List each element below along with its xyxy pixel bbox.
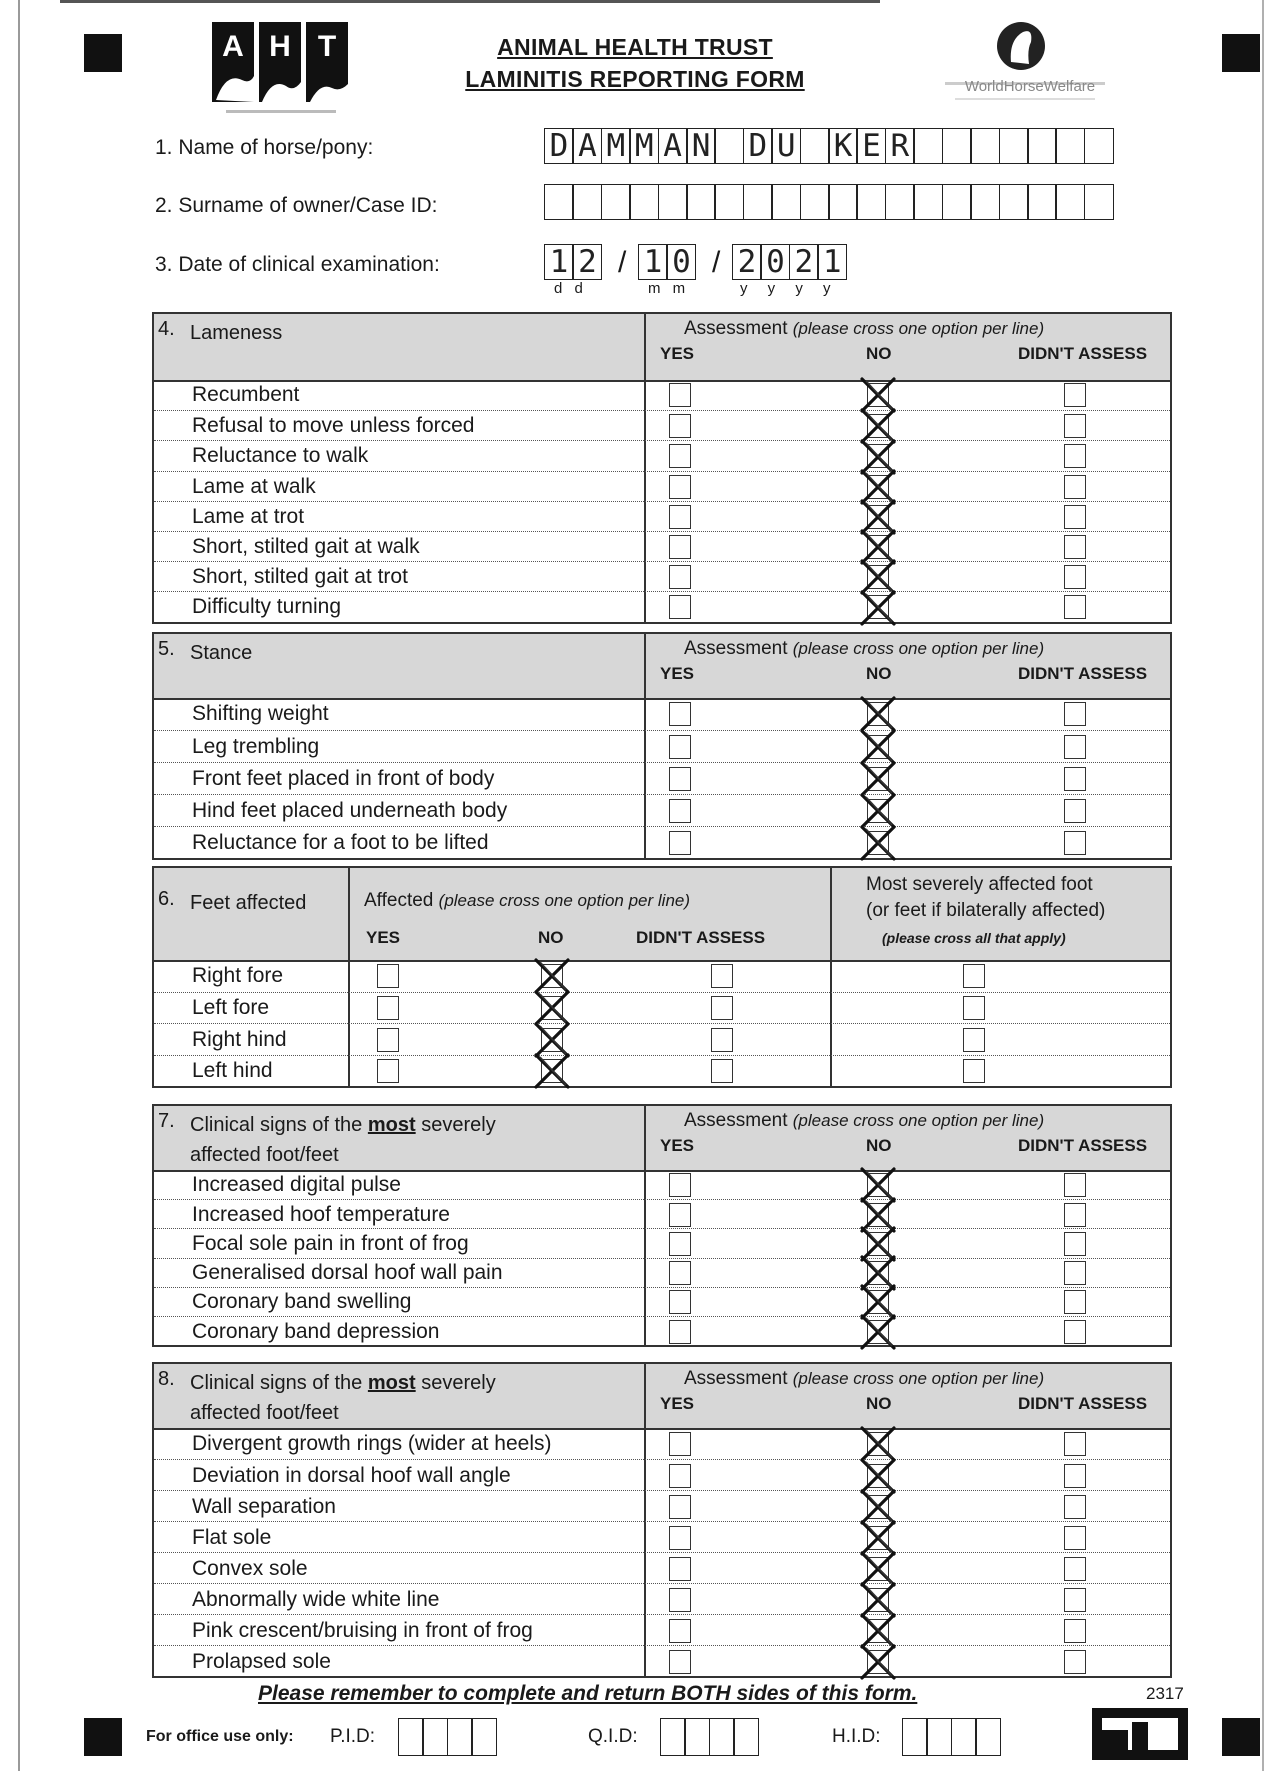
affected-instruction: (please cross one option per line) xyxy=(438,891,691,910)
assessment-row xyxy=(154,471,1170,502)
checkbox-yes[interactable] xyxy=(377,964,399,988)
assessment-instruction: (please cross one option per line) xyxy=(792,319,1045,338)
checkbox-didnt[interactable] xyxy=(1064,475,1086,499)
checkbox-yes[interactable] xyxy=(669,1464,691,1488)
checkbox-didnt[interactable] xyxy=(1064,1290,1086,1314)
horse-name-field[interactable] xyxy=(544,128,1112,166)
row-label: Convex sole xyxy=(192,1556,308,1580)
checkbox-didnt[interactable] xyxy=(1064,444,1086,468)
checkbox-didnt[interactable] xyxy=(1064,799,1086,823)
assessment-row xyxy=(154,1287,1170,1317)
owner-surname-label: 2. Surname of owner/Case ID: xyxy=(155,194,438,217)
row-label: Lame at walk xyxy=(192,474,316,498)
checkbox-yes[interactable] xyxy=(377,1028,399,1052)
char-cell[interactable] xyxy=(1084,184,1114,220)
form-title-line2: LAMINITIS REPORTING FORM xyxy=(465,66,805,92)
col-didnt: DIDN'T ASSESS xyxy=(636,928,766,947)
assessment-prefix: Assessment xyxy=(684,1368,793,1389)
assessment-row xyxy=(154,826,1170,859)
title-emphasis: most xyxy=(367,1372,416,1394)
row-label: Prolapsed sole xyxy=(192,1649,331,1673)
char-cell[interactable] xyxy=(714,128,744,164)
row-label: Difficulty turning xyxy=(192,595,342,619)
date-hint-year: y y y y xyxy=(740,280,839,297)
col-no: NO xyxy=(866,344,892,363)
checkbox-didnt[interactable] xyxy=(1064,767,1086,791)
section-header xyxy=(154,314,1170,382)
char-cell[interactable] xyxy=(970,184,1000,220)
title-part: Clinical signs of the xyxy=(190,1114,368,1136)
exam-date-label: 3. Date of clinical examination: xyxy=(155,253,440,276)
assessment-label xyxy=(684,638,1044,660)
checkbox-didnt[interactable] xyxy=(1064,565,1086,589)
checkbox-yes[interactable] xyxy=(669,444,691,468)
checkbox-didnt[interactable] xyxy=(1064,831,1086,855)
checkbox-yes[interactable] xyxy=(669,1203,691,1227)
section-feet xyxy=(152,866,1172,1088)
checkbox-didnt[interactable] xyxy=(1064,1619,1086,1643)
top-edge-line xyxy=(60,0,880,3)
row-label: Right hind xyxy=(192,1027,287,1051)
section-number: 4. xyxy=(158,318,175,340)
char-cell[interactable] xyxy=(999,128,1029,164)
char-cell[interactable] xyxy=(800,128,830,164)
feet-row xyxy=(154,992,1170,1025)
char-cell[interactable] xyxy=(686,184,716,220)
checkbox-yes[interactable] xyxy=(669,735,691,759)
checkbox-yes[interactable] xyxy=(669,1650,691,1674)
row-label: Flat sole xyxy=(192,1525,272,1549)
checkbox-didnt[interactable] xyxy=(1064,1588,1086,1612)
date-hint-month: m m xyxy=(648,280,690,297)
row-label: Leg trembling xyxy=(192,735,320,758)
horse-name-label: 1. Name of horse/pony: xyxy=(155,136,374,159)
char-cell[interactable]: U xyxy=(771,128,801,164)
section-header xyxy=(154,634,1170,700)
row-label: Reluctance to walk xyxy=(192,444,369,468)
assessment-row xyxy=(154,1614,1170,1646)
checkbox-didnt[interactable] xyxy=(1064,414,1086,438)
assessment-row xyxy=(154,380,1170,410)
row-label: Hind feet placed underneath body xyxy=(192,799,508,822)
char-cell[interactable] xyxy=(856,184,886,220)
title-part: Clinical signs of the xyxy=(190,1372,368,1394)
registration-mark-top-left xyxy=(84,34,122,72)
checkbox-didnt[interactable] xyxy=(1064,735,1086,759)
form-title-line1: ANIMAL HEALTH TRUST xyxy=(497,34,773,60)
char-cell[interactable]: 2 xyxy=(789,244,819,280)
assessment-row xyxy=(154,730,1170,763)
char-cell[interactable] xyxy=(544,184,574,220)
feet-row xyxy=(154,1055,1170,1088)
char-cell[interactable] xyxy=(572,184,602,220)
checkbox-yes[interactable] xyxy=(669,1173,691,1197)
row-label: Recumbent xyxy=(192,383,300,407)
owner-surname-field[interactable] xyxy=(544,184,1112,222)
registration-mark-bottom-right xyxy=(1222,1718,1260,1756)
scanner-corner-mark xyxy=(1092,1708,1188,1760)
section-signs8 xyxy=(152,1362,1172,1678)
char-cell[interactable] xyxy=(885,184,915,220)
char-cell[interactable] xyxy=(714,184,744,220)
checkbox-yes[interactable] xyxy=(669,1619,691,1643)
section-number: 7. xyxy=(158,1110,175,1132)
checkbox-yes[interactable] xyxy=(669,767,691,791)
row-label: Deviation in dorsal hoof wall angle xyxy=(192,1463,511,1487)
svg-text:T: T xyxy=(317,30,337,63)
checkbox-most[interactable] xyxy=(963,1059,985,1083)
assessment-row xyxy=(154,794,1170,827)
char-cell[interactable]: M xyxy=(629,128,659,164)
return-reminder: Please remember to complete and return BOTH sides of this form. xyxy=(258,1682,918,1705)
assessment-row xyxy=(154,1490,1170,1522)
col-didnt: DIDN'T ASSESS xyxy=(1018,1136,1148,1155)
affected-label xyxy=(364,890,690,912)
assessment-row xyxy=(154,1258,1170,1288)
checkbox-most[interactable] xyxy=(963,996,985,1020)
checkbox-yes[interactable] xyxy=(669,1432,691,1456)
col-yes: YES xyxy=(660,664,695,683)
checkbox-yes[interactable] xyxy=(377,1059,399,1083)
cross-mark xyxy=(532,1051,572,1091)
title-part: affected foot/feet xyxy=(190,1144,339,1166)
checkbox-yes[interactable] xyxy=(669,1290,691,1314)
assessment-row xyxy=(154,531,1170,562)
char-cell[interactable]: N xyxy=(686,128,716,164)
section-number: 6. xyxy=(158,888,175,910)
cross-mark xyxy=(858,1642,898,1682)
checkbox-yes[interactable] xyxy=(669,1588,691,1612)
row-label: Divergent growth rings (wider at heels) xyxy=(192,1431,552,1455)
checkbox-didnt[interactable] xyxy=(1064,1432,1086,1456)
row-label: Lame at trot xyxy=(192,504,305,528)
title-emphasis: most xyxy=(367,1114,416,1136)
assessment-row xyxy=(154,1583,1170,1615)
row-label: Short, stilted gait at trot xyxy=(192,565,408,589)
checkbox-didnt[interactable] xyxy=(1064,595,1086,619)
row-label: Focal sole pain in front of frog xyxy=(192,1231,469,1255)
checkbox-didnt[interactable] xyxy=(711,1059,733,1083)
checkbox-yes[interactable] xyxy=(669,565,691,589)
char-cell[interactable] xyxy=(1055,128,1085,164)
checkbox-yes[interactable] xyxy=(669,831,691,855)
most-affected-line3: (please cross all that apply) xyxy=(882,930,1066,946)
char-cell[interactable] xyxy=(771,184,801,220)
section-signs7 xyxy=(152,1104,1172,1347)
feet-row xyxy=(154,960,1170,992)
char-cell[interactable]: E xyxy=(856,128,886,164)
assessment-prefix: Assessment xyxy=(684,318,793,339)
checkbox-didnt[interactable] xyxy=(1064,1261,1086,1285)
char-cell[interactable]: 1 xyxy=(638,244,668,280)
svg-text:H: H xyxy=(269,30,291,63)
checkbox-didnt[interactable] xyxy=(711,964,733,988)
char-cell[interactable]: A xyxy=(572,128,602,164)
checkbox-yes[interactable] xyxy=(669,595,691,619)
row-label: Short, stilted gait at walk xyxy=(192,535,420,559)
pid-label: P.I.D: xyxy=(330,1726,376,1747)
assessment-prefix: Assessment xyxy=(684,1110,793,1131)
aht-logo xyxy=(212,22,350,120)
char-cell[interactable] xyxy=(601,184,631,220)
checkbox-didnt[interactable] xyxy=(1064,1495,1086,1519)
feet-row xyxy=(154,1023,1170,1056)
checkbox-didnt[interactable] xyxy=(1064,702,1086,726)
char-cell[interactable]: 2 xyxy=(572,244,602,280)
exam-date-month[interactable] xyxy=(638,244,695,282)
assessment-row xyxy=(154,1521,1170,1553)
date-separator: / xyxy=(618,246,627,279)
col-no: NO xyxy=(866,1394,892,1413)
checkbox-most[interactable] xyxy=(963,964,985,988)
assessment-prefix: Assessment xyxy=(684,638,793,659)
date-separator: / xyxy=(712,246,721,279)
checkbox-yes[interactable] xyxy=(669,414,691,438)
checkbox-yes[interactable] xyxy=(669,1495,691,1519)
registration-mark-bottom-left xyxy=(84,1718,122,1756)
checkbox-didnt[interactable] xyxy=(1064,1557,1086,1581)
checkbox-yes[interactable] xyxy=(669,1526,691,1550)
assessment-row xyxy=(154,561,1170,592)
section-lameness xyxy=(152,312,1172,624)
title-part: severely xyxy=(415,1114,496,1136)
date-hint-day: d d xyxy=(554,280,587,297)
left-edge-line xyxy=(18,0,20,1771)
checkbox-yes[interactable] xyxy=(669,475,691,499)
checkbox-didnt[interactable] xyxy=(1064,1464,1086,1488)
assessment-instruction: (please cross one option per line) xyxy=(792,639,1045,658)
checkbox-yes[interactable] xyxy=(669,383,691,407)
checkbox-yes[interactable] xyxy=(669,702,691,726)
svg-text:A: A xyxy=(222,30,244,63)
checkbox-didnt[interactable] xyxy=(1064,1320,1086,1344)
title-part: severely xyxy=(415,1372,496,1394)
checkbox-didnt[interactable] xyxy=(1064,1650,1086,1674)
right-edge-line xyxy=(1262,0,1264,1771)
assessment-row xyxy=(154,591,1170,622)
char-cell[interactable] xyxy=(1055,184,1085,220)
page-code: 2317 xyxy=(1146,1684,1184,1703)
char-cell[interactable]: 2 xyxy=(732,244,762,280)
hid-field[interactable] xyxy=(902,1718,1000,1756)
checkbox-didnt[interactable] xyxy=(711,996,733,1020)
cross-mark xyxy=(858,823,898,863)
assessment-row xyxy=(154,440,1170,471)
row-label: Front feet placed in front of body xyxy=(192,767,495,790)
row-label: Pink crescent/bruising in front of frog xyxy=(192,1618,533,1642)
char-cell[interactable]: M xyxy=(601,128,631,164)
char-cell[interactable] xyxy=(629,184,659,220)
most-affected-line2: (or feet if bilaterally affected) xyxy=(866,900,1106,921)
cross-mark xyxy=(858,1312,898,1352)
col-yes: YES xyxy=(366,928,401,947)
char-cell[interactable] xyxy=(800,184,830,220)
char-cell[interactable] xyxy=(828,184,858,220)
checkbox-yes[interactable] xyxy=(669,535,691,559)
exam-date-year[interactable] xyxy=(732,244,846,282)
col-didnt: DIDN'T ASSESS xyxy=(1018,664,1148,683)
checkbox-didnt[interactable] xyxy=(1064,535,1086,559)
row-label: Refusal to move unless forced xyxy=(192,414,475,438)
world-horse-welfare-logo xyxy=(935,20,1125,110)
checkbox-didnt[interactable] xyxy=(1064,1526,1086,1550)
assessment-label xyxy=(684,318,1044,340)
char-cell[interactable] xyxy=(942,128,972,164)
char-cell[interactable] xyxy=(1027,128,1057,164)
assessment-row xyxy=(154,1459,1170,1491)
assessment-row xyxy=(154,410,1170,441)
row-label: Abnormally wide white line xyxy=(192,1587,440,1611)
checkbox-didnt[interactable] xyxy=(1064,1232,1086,1256)
row-label: Wall separation xyxy=(192,1494,336,1518)
section-title xyxy=(190,1110,496,1170)
affected-prefix: Affected xyxy=(364,890,439,911)
char-cell[interactable]: 0 xyxy=(760,244,790,280)
char-cell[interactable]: A xyxy=(658,128,688,164)
assessment-row xyxy=(154,501,1170,532)
char-cell[interactable]: 0 xyxy=(666,244,696,280)
char-cell[interactable]: D xyxy=(544,128,574,164)
checkbox-yes[interactable] xyxy=(669,1261,691,1285)
title-part: affected foot/feet xyxy=(190,1402,339,1424)
assessment-row xyxy=(154,1552,1170,1584)
col-yes: YES xyxy=(660,1136,695,1155)
qid-field[interactable] xyxy=(660,1718,758,1756)
most-affected-line1: Most severely affected foot xyxy=(866,874,1093,895)
char-cell[interactable] xyxy=(1027,184,1057,220)
cross-mark xyxy=(858,588,898,628)
char-cell[interactable]: 1 xyxy=(544,244,574,280)
pid-field[interactable] xyxy=(398,1718,496,1756)
section-title: Lameness xyxy=(190,322,283,344)
row-label: Increased digital pulse xyxy=(192,1172,401,1196)
hid-label: H.I.D: xyxy=(832,1726,881,1747)
row-label: Coronary band depression xyxy=(192,1319,440,1343)
row-label: Shifting weight xyxy=(192,702,329,725)
section-number: 5. xyxy=(158,638,175,660)
char-cell[interactable] xyxy=(970,128,1000,164)
row-label: Reluctance for a foot to be lifted xyxy=(192,831,489,854)
section-header xyxy=(154,1106,1170,1172)
col-no: NO xyxy=(866,664,892,683)
assessment-row xyxy=(154,1199,1170,1229)
col-yes: YES xyxy=(660,1394,695,1413)
row-label: Generalised dorsal hoof wall pain xyxy=(192,1261,503,1285)
char-cell[interactable] xyxy=(913,184,943,220)
char-cell[interactable] xyxy=(913,128,943,164)
char-cell[interactable] xyxy=(743,184,773,220)
col-didnt: DIDN'T ASSESS xyxy=(1018,1394,1148,1413)
char-cell[interactable]: K xyxy=(828,128,858,164)
assessment-instruction: (please cross one option per line) xyxy=(792,1369,1045,1388)
row-label: Left hind xyxy=(192,1059,273,1083)
section-title xyxy=(190,1368,496,1428)
qid-label: Q.I.D: xyxy=(588,1726,638,1747)
col-didnt: DIDN'T ASSESS xyxy=(1018,344,1148,363)
assessment-row xyxy=(154,1428,1170,1459)
assessment-row xyxy=(154,1228,1170,1258)
checkbox-yes[interactable] xyxy=(669,1557,691,1581)
assessment-row xyxy=(154,762,1170,795)
checkbox-didnt[interactable] xyxy=(1064,505,1086,529)
checkbox-yes[interactable] xyxy=(669,1320,691,1344)
world-horse-welfare-text: WorldHorseWelfare xyxy=(964,78,1096,95)
checkbox-most[interactable] xyxy=(963,1028,985,1052)
office-use-label: For office use only: xyxy=(146,1728,294,1745)
assessment-label xyxy=(684,1110,1044,1132)
assessment-row xyxy=(154,1170,1170,1199)
assessment-row xyxy=(154,698,1170,730)
checkbox-didnt[interactable] xyxy=(1064,383,1086,407)
registration-mark-top-right xyxy=(1222,34,1260,72)
char-cell[interactable]: 1 xyxy=(817,244,847,280)
checkbox-didnt[interactable] xyxy=(711,1028,733,1052)
section-number: 8. xyxy=(158,1368,175,1390)
char-cell[interactable]: R xyxy=(885,128,915,164)
section-stance xyxy=(152,632,1172,860)
row-label: Increased hoof temperature xyxy=(192,1202,450,1226)
col-no: NO xyxy=(866,1136,892,1155)
section-header xyxy=(154,1364,1170,1430)
section-header xyxy=(154,868,1170,962)
section-title: Feet affected xyxy=(190,892,307,914)
assessment-row xyxy=(154,1316,1170,1346)
checkbox-didnt[interactable] xyxy=(1064,1173,1086,1197)
exam-date-day[interactable] xyxy=(544,244,601,282)
assessment-label xyxy=(684,1368,1044,1390)
checkbox-yes[interactable] xyxy=(669,1232,691,1256)
row-label: Coronary band swelling xyxy=(192,1290,412,1314)
section-title: Stance xyxy=(190,642,253,664)
checkbox-didnt[interactable] xyxy=(1064,1203,1086,1227)
checkbox-yes[interactable] xyxy=(377,996,399,1020)
char-cell[interactable] xyxy=(942,184,972,220)
checkbox-yes[interactable] xyxy=(669,505,691,529)
assessment-row xyxy=(154,1645,1170,1677)
char-cell[interactable]: D xyxy=(743,128,773,164)
char-cell[interactable] xyxy=(999,184,1029,220)
col-no: NO xyxy=(538,928,564,947)
row-label: Left fore xyxy=(192,996,270,1020)
row-label: Right fore xyxy=(192,963,284,987)
char-cell[interactable] xyxy=(658,184,688,220)
char-cell[interactable] xyxy=(1084,128,1114,164)
assessment-instruction: (please cross one option per line) xyxy=(792,1111,1045,1130)
checkbox-yes[interactable] xyxy=(669,799,691,823)
col-yes: YES xyxy=(660,344,695,363)
